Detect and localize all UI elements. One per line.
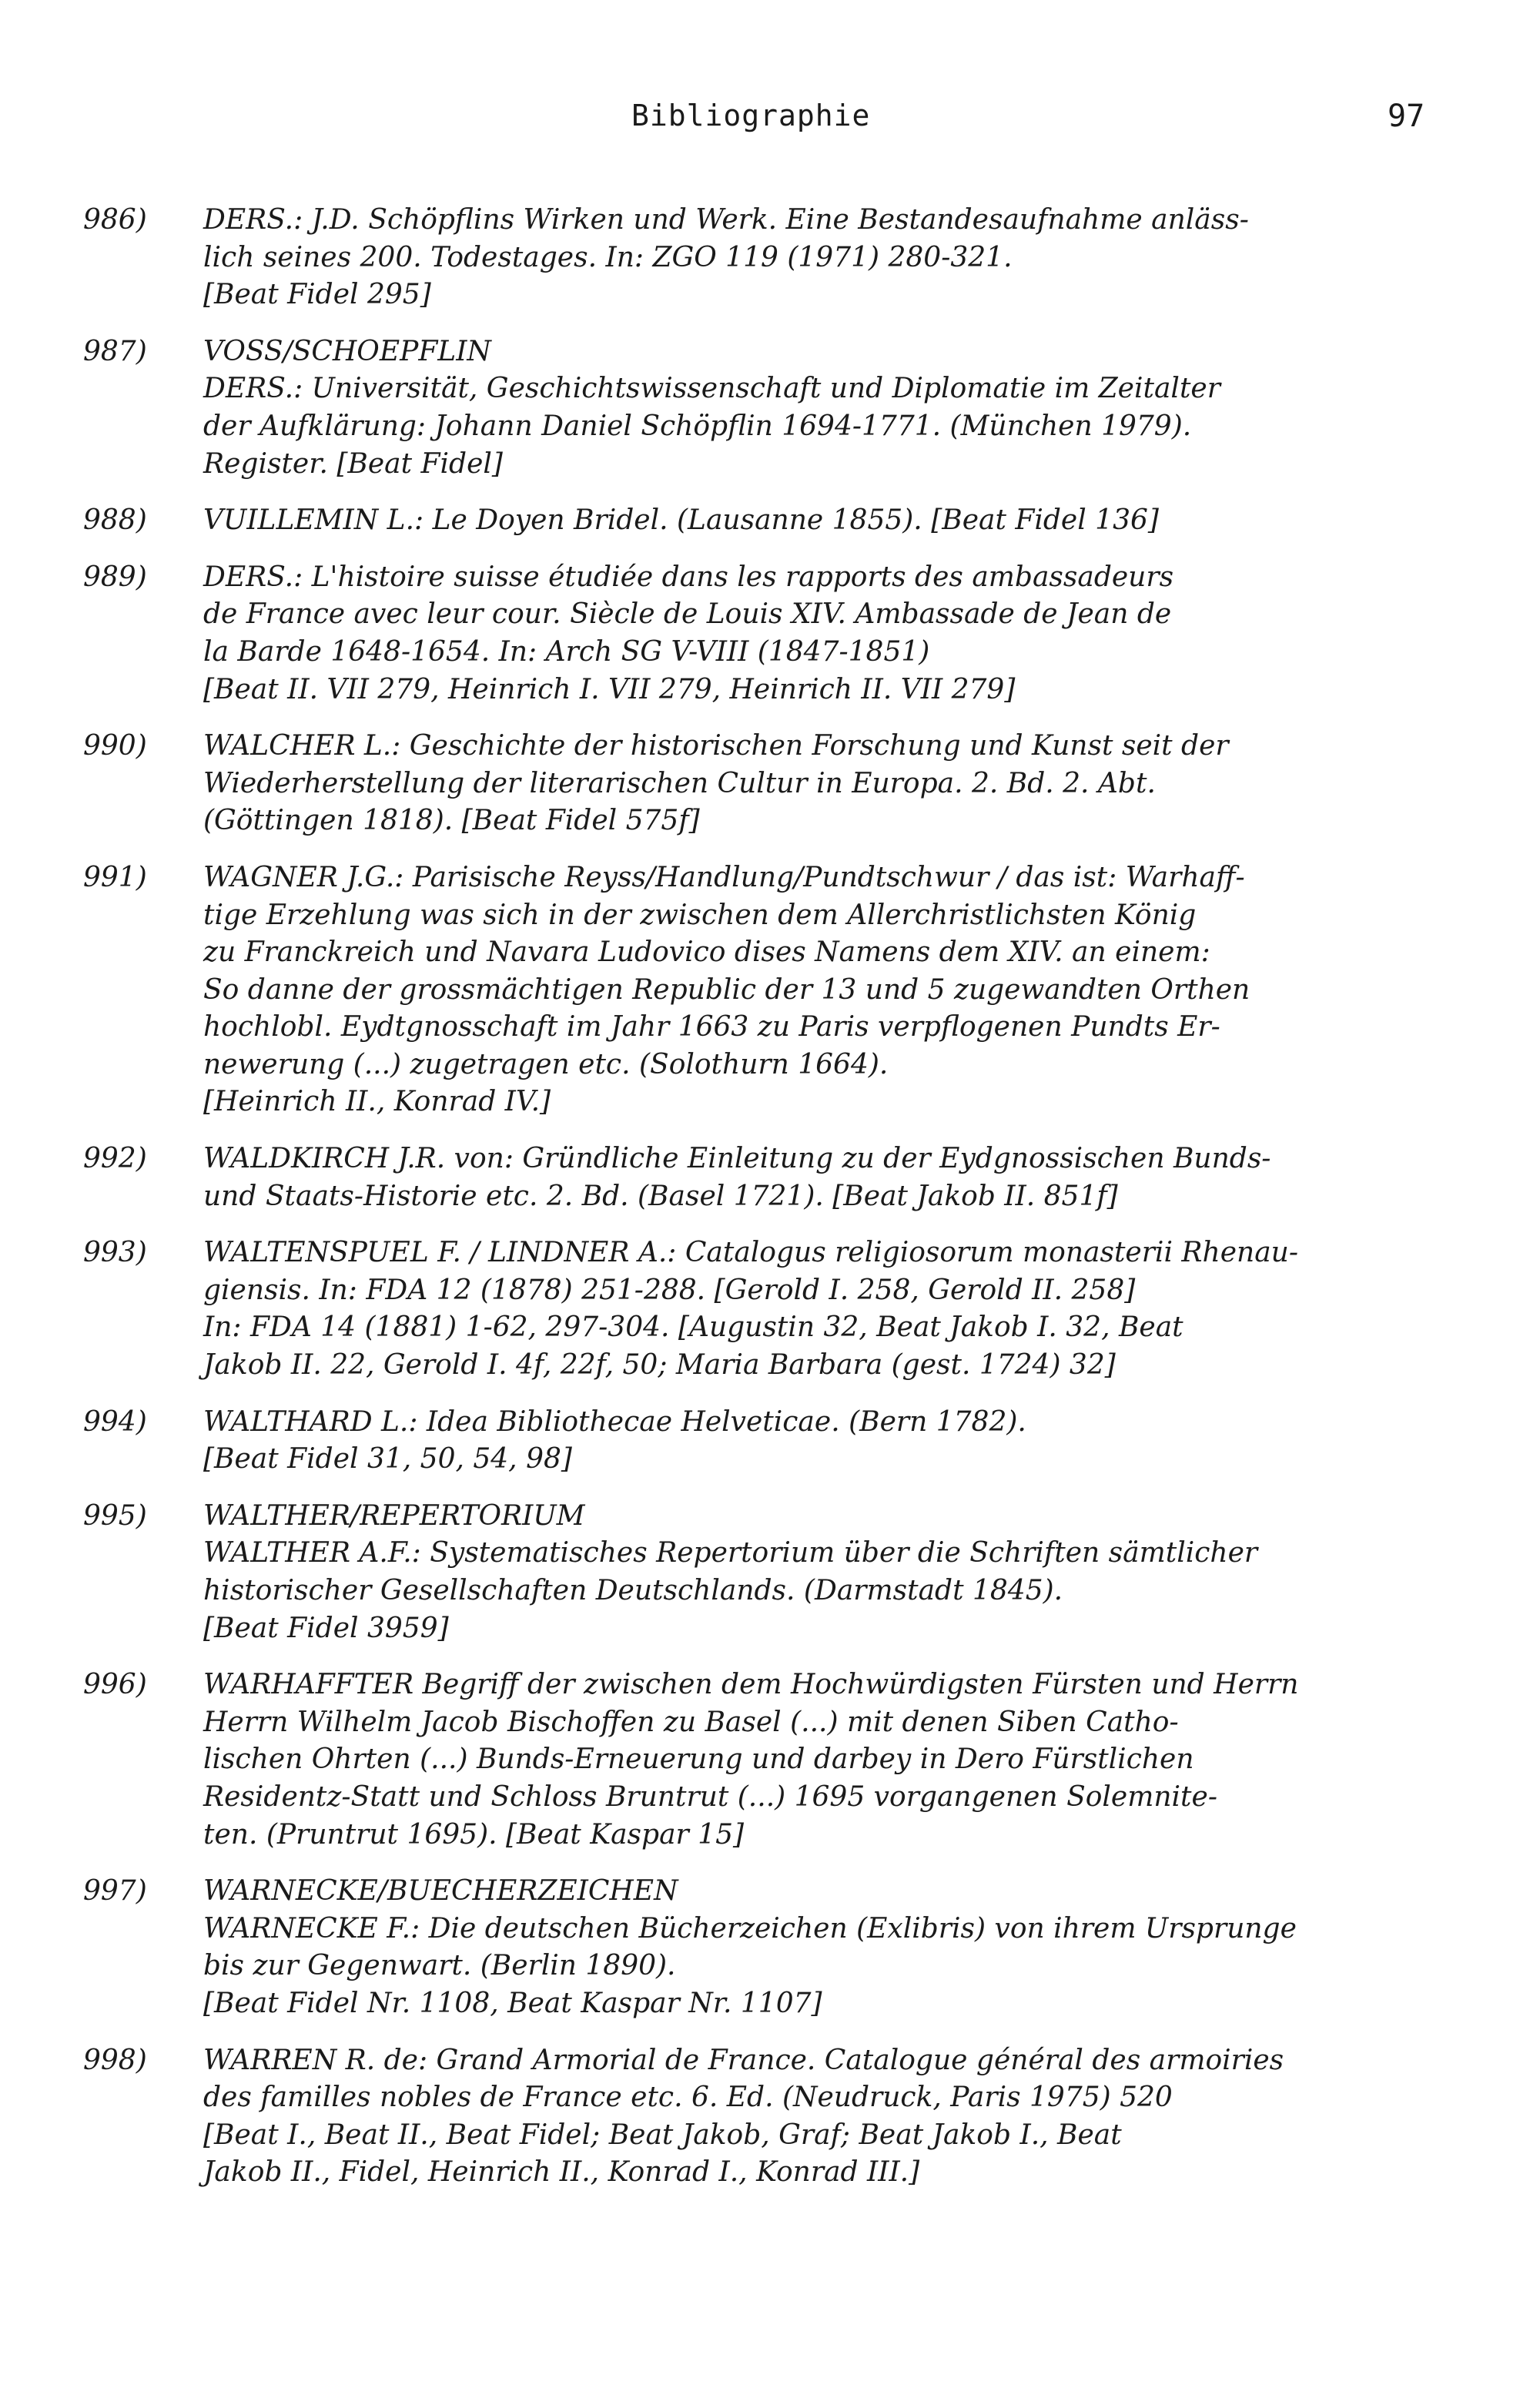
entry-line: und Staats-Historie etc. 2. Bd. (Basel 1721). [Beat Jakob II. 851f]	[203, 1180, 1118, 1212]
bibliography-entry	[0, 859, 1540, 1121]
entry-line: WARHAFFTER Begriff der zwischen dem Hochwürdigsten Fürsten und Herrn	[203, 1669, 1299, 1701]
bibliography-entry	[0, 502, 1540, 540]
entry-number: 986)	[83, 204, 147, 236]
bibliography-entry	[0, 1873, 1540, 2022]
entry-number: 991)	[83, 861, 147, 893]
entry-line: [Beat I., Beat II., Beat Fidel; Beat Jakob, Graf; Beat Jakob I., Beat	[203, 2119, 1122, 2151]
entry-text	[203, 1873, 1458, 2022]
entry-line: [Beat Fidel 3959]	[203, 1612, 449, 1644]
entry-line: VOSS/SCHOEPFLIN	[203, 335, 491, 367]
bibliography-entry	[0, 333, 1540, 483]
entry-text	[203, 1498, 1458, 1647]
bibliography-entry	[0, 1404, 1540, 1479]
entry-line: Wiederherstellung der literarischen Cultur in Europa. 2. Bd. 2. Abt.	[203, 767, 1156, 799]
bibliography-entry	[0, 1234, 1540, 1384]
entry-line: [Beat Fidel 31, 50, 54, 98]	[203, 1443, 572, 1476]
entry-number: 993)	[83, 1237, 147, 1269]
entry-line: WALTHER/REPERTORIUM	[203, 1499, 585, 1532]
entry-line: lich seines 200. Todestages. In: ZGO 119 (1971) 280-321.	[203, 241, 1013, 273]
entry-line: WAGNER J.G.: Parisische Reyss/Handlung/Pundtschwur / das ist: Warhaff-	[203, 861, 1245, 893]
entry-number: 987)	[83, 335, 147, 367]
entry-line: [Heinrich II., Konrad IV.]	[203, 1086, 551, 1118]
entry-text	[203, 2042, 1458, 2192]
entry-line: In: FDA 14 (1881) 1-62, 297-304. [Augustin 32, Beat Jakob I. 32, Beat	[203, 1311, 1183, 1344]
entry-line: des familles nobles de France etc. 6. Ed. (Neudruck, Paris 1975) 520	[203, 2082, 1173, 2114]
entry-line: DERS.: L'histoire suisse étudiée dans les rapports des ambassadeurs	[203, 561, 1174, 593]
entry-line: WALTHER A.F.: Systematisches Repertorium über die Schriften sämtlicher	[203, 1537, 1258, 1569]
entry-line: zu Franckreich und Navara Ludovico dises Namens dem XIV. an einem:	[203, 936, 1210, 969]
entry-line: de France avec leur cour. Siècle de Louis XIV. Ambassade de Jean de	[203, 598, 1172, 631]
entry-line: Jakob II. 22, Gerold I. 4f, 22f, 50; Maria Barbara (gest. 1724) 32]	[203, 1349, 1116, 1382]
bibliography-entries	[0, 202, 1540, 2211]
bibliography-entry	[0, 202, 1540, 314]
entry-number: 989)	[83, 561, 147, 593]
entry-line: WALTHARD L.: Idea Bibliothecae Helveticae. (Bern 1782).	[203, 1405, 1026, 1438]
entry-line: WALCHER L.: Geschichte der historischen Forschung und Kunst seit der	[203, 730, 1229, 762]
entry-text	[203, 859, 1458, 1121]
entry-number: 998)	[83, 2044, 147, 2076]
entry-line: [Beat II. VII 279, Heinrich I. VII 279, Heinrich II. VII 279]	[203, 673, 1016, 705]
entry-text	[203, 202, 1458, 314]
entry-line: WARNECKE F.: Die deutschen Bücherzeichen (Exlibris) von ihrem Ursprunge	[203, 1912, 1297, 1944]
entry-line: WARREN R. de: Grand Armorial de France. Catalogue général des armoiries	[203, 2044, 1284, 2076]
page-number: 97	[1388, 99, 1425, 134]
entry-line: WALTENSPUEL F. / LINDNER A.: Catalogus religiosorum monasterii Rhenau-	[203, 1237, 1298, 1269]
bibliography-entry	[0, 559, 1540, 708]
entry-line: VUILLEMIN L.: Le Doyen Bridel. (Lausanne 1855). [Beat Fidel 136]	[203, 504, 1159, 537]
entry-line: (Göttingen 1818). [Beat Fidel 575f]	[203, 805, 700, 837]
entry-line: ten. (Pruntrut 1695). [Beat Kaspar 15]	[203, 1818, 745, 1851]
entry-line: [Beat Fidel Nr. 1108, Beat Kaspar Nr. 1107]	[203, 1987, 822, 2019]
bibliography-entry	[0, 2042, 1540, 2192]
bibliography-entry	[0, 1666, 1540, 1854]
page-header	[0, 99, 1540, 145]
entry-line: [Beat Fidel 295]	[203, 279, 431, 311]
entry-line: Jakob II., Fidel, Heinrich II., Konrad I., Konrad III.]	[203, 2156, 920, 2189]
entry-line: Herrn Wilhelm Jacob Bischoffen zu Basel (...) mit denen Siben Catho-	[203, 1706, 1179, 1738]
entry-number: 996)	[83, 1669, 147, 1701]
entry-line: hochlobl. Eydtgnosschaft im Jahr 1663 zu Paris verpflogenen Pundts Er-	[203, 1011, 1220, 1043]
entry-text	[203, 1404, 1458, 1479]
entry-line: Register. [Beat Fidel]	[203, 447, 503, 480]
entry-line: bis zur Gegenwart. (Berlin 1890).	[203, 1950, 676, 1982]
entry-number: 990)	[83, 730, 147, 762]
entry-number: 997)	[83, 1875, 147, 1908]
bibliography-entry	[0, 728, 1540, 840]
entry-number: 994)	[83, 1405, 147, 1438]
entry-line: historischer Gesellschaften Deutschlands. (Darmstadt 1845).	[203, 1575, 1063, 1606]
entry-text	[203, 728, 1458, 840]
entry-line: der Aufklärung: Johann Daniel Schöpflin 1694-1771. (München 1979).	[203, 410, 1192, 442]
entry-text	[203, 1234, 1458, 1384]
entry-number: 995)	[83, 1499, 147, 1532]
bibliography-entry	[0, 1141, 1540, 1215]
entry-text	[203, 333, 1458, 483]
entry-text	[203, 559, 1458, 708]
entry-line: la Barde 1648-1654. In: Arch SG V-VIII (1847-1851)	[203, 635, 930, 668]
entry-line: giensis. In: FDA 12 (1878) 251-288. [Gerold I. 258, Gerold II. 258]	[203, 1274, 1136, 1306]
entry-number: 988)	[83, 504, 147, 537]
entry-text	[203, 502, 1458, 540]
entry-text	[203, 1141, 1458, 1215]
entry-text	[203, 1666, 1458, 1854]
entry-line: DERS.: J.D. Schöpflins Wirken und Werk. Eine Bestandesaufnahme anläss-	[203, 204, 1249, 236]
entry-line: So danne der grossmächtigen Republic der 13 und 5 zugewandten Orthen	[203, 973, 1250, 1006]
entry-number: 992)	[83, 1143, 147, 1175]
entry-line: lischen Ohrten (...) Bunds-Erneuerung und darbey in Dero Fürstlichen	[203, 1743, 1194, 1776]
bibliography-entry	[0, 1498, 1540, 1647]
entry-line: WALDKIRCH J.R. von: Gründliche Einleitung zu der Eydgnossischen Bunds-	[203, 1143, 1271, 1175]
entry-line: newerung (...) zugetragen etc. (Solothurn 1664).	[203, 1048, 889, 1080]
entry-line: WARNECKE/BUECHERZEICHEN	[203, 1875, 678, 1908]
running-title: Bibliographie	[631, 99, 871, 132]
entry-line: Residentz-Statt und Schloss Bruntrut (...) 1695 vorgangenen Solemnite-	[203, 1780, 1217, 1813]
entry-line: tige Erzehlung was sich in der zwischen dem Allerchristlichsten König	[203, 899, 1197, 931]
entry-line: DERS.: Universität, Geschichtswissenschaft und Diplomatie im Zeitalter	[203, 373, 1220, 405]
